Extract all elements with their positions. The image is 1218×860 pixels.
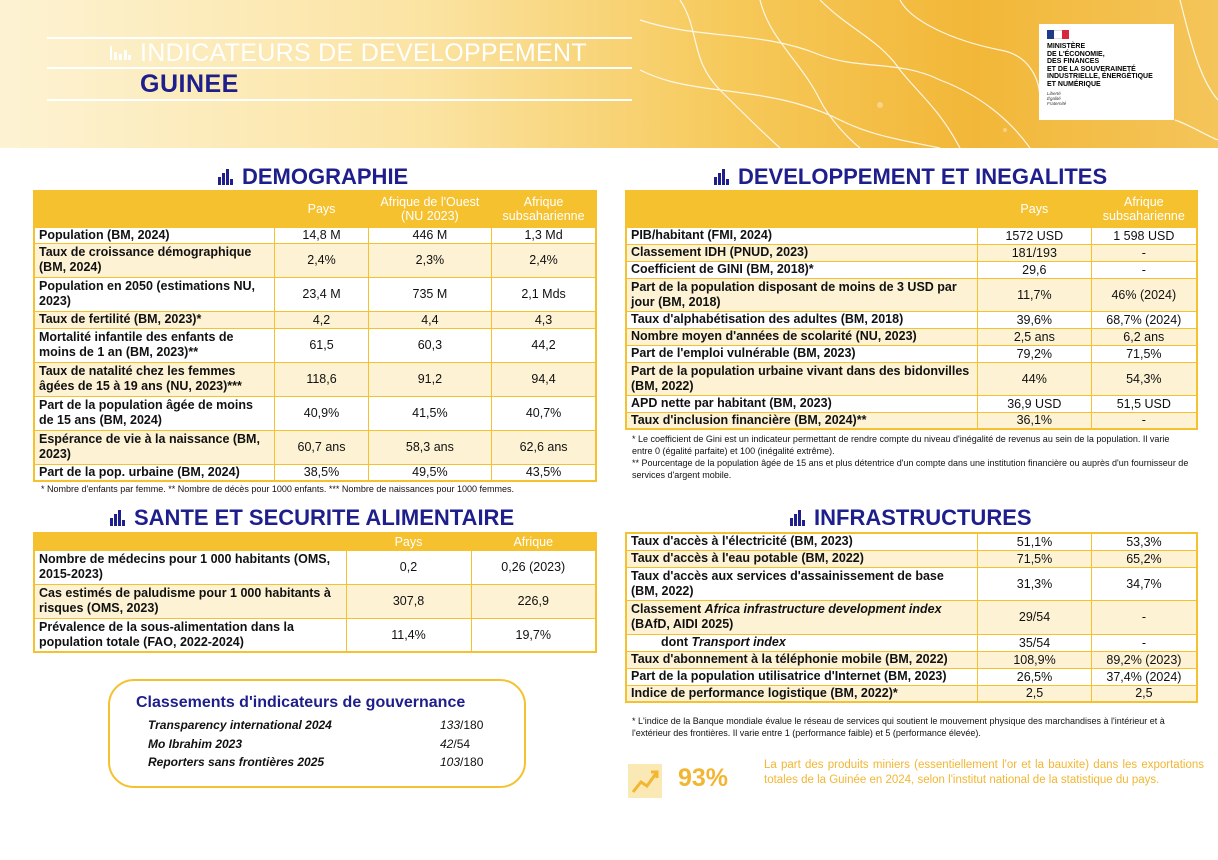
cell-value: 11,7% [978,278,1092,311]
row-label: Espérance de vie à la naissance (BM, 2023) [34,430,275,464]
cell-value: 446 M [368,227,491,243]
cell-value: - [1091,412,1197,429]
cell-value: 23,4 M [275,277,368,311]
table-row [626,261,1197,278]
section-title-infrastructures: INFRASTRUCTURES [790,505,1032,531]
cell-value: 11,4% [346,618,471,652]
cell-value: 41,5% [368,396,491,430]
governance-label: Transparency international 2024 [148,718,332,732]
section-title-sante: SANTE ET SECURITE ALIMENTAIRE [110,505,514,531]
cell-value: 735 M [368,277,491,311]
column-header: Afrique de l'Ouest (NU 2023) [368,191,491,227]
cell-value: 6,2 ans [1091,328,1197,345]
cell-value: 39,6% [978,311,1092,328]
table-row [626,634,1197,651]
row-label: Taux de fertilité (BM, 2023)* [34,311,275,328]
row-label: dont Transport index [626,634,978,651]
table-row [34,396,596,430]
table-row [626,328,1197,345]
table-row [626,244,1197,261]
cell-value: 38,5% [275,464,368,481]
cell-value: 43,5% [492,464,596,481]
ministry-logo [1039,24,1174,120]
row-label: Taux d'accès à l'électricité (BM, 2023) [626,533,978,550]
header-blank-cell [34,533,346,550]
table-row [626,668,1197,685]
table-row [626,600,1197,634]
row-label: Part de la population âgée de moins de 15 ans (BM, 2024) [34,396,275,430]
row-label: Taux d'abonnement à la téléphonie mobile (BM, 2022) [626,651,978,668]
bar-chart-icon [790,510,806,526]
cell-value: 51,5 USD [1091,395,1197,412]
row-label: Classement Africa infrastructure development index (BAfD, AIDI 2025) [626,600,978,634]
cell-value: 2,4% [275,243,368,277]
table-row [34,277,596,311]
row-label: Taux de croissance démographique (BM, 2024) [34,243,275,277]
table-row [34,464,596,481]
column-header: Afrique subsaharienne [492,191,596,227]
infrastructures-table [625,532,1198,703]
cell-value: 1,3 Md [492,227,596,243]
row-label: Part de la pop. urbaine (BM, 2024) [34,464,275,481]
cell-value: 1 598 USD [1091,227,1197,244]
row-label: Coefficient de GINI (BM, 2018)* [626,261,978,278]
table-row [626,362,1197,395]
column-header: Pays [978,191,1092,227]
row-label: Taux d'alphabétisation des adultes (BM, 2018) [626,311,978,328]
bar-chart-icon [110,44,132,60]
country-name: GUINEE [140,70,239,98]
table-row [34,311,596,328]
cell-value: - [1091,634,1197,651]
row-label: Nombre moyen d'années de scolarité (NU, 2023) [626,328,978,345]
table-row [34,243,596,277]
table-row [34,550,596,584]
cell-value: 37,4% (2024) [1091,668,1197,685]
cell-value: 1572 USD [978,227,1092,244]
page-title: INDICATEURS DE DEVELOPPEMENT [140,39,587,67]
row-label: APD nette par habitant (BM, 2023) [626,395,978,412]
cell-value: 31,3% [978,567,1092,600]
cell-value: 91,2 [368,362,491,396]
table-row [626,395,1197,412]
cell-value: 4,3 [492,311,596,328]
column-header: Pays [275,191,368,227]
row-label: Population en 2050 (estimations NU, 2023) [34,277,275,311]
cell-value: 26,5% [978,668,1092,685]
table-row [34,430,596,464]
governance-rank: 42/54 [440,737,471,751]
cell-value: 58,3 ans [368,430,491,464]
column-header: Pays [346,533,471,550]
row-label: Part de la population urbaine vivant dans des bidonvilles (BM, 2022) [626,362,978,395]
table-row [626,311,1197,328]
table-row [34,618,596,652]
cell-value: 62,6 ans [492,430,596,464]
cell-value: 61,5 [275,328,368,362]
cell-value: 40,9% [275,396,368,430]
table-row [34,584,596,618]
header-blank-cell [626,191,978,227]
table-header-row [34,191,596,227]
cell-value: 71,5% [1091,345,1197,362]
cell-value: 51,1% [978,533,1092,550]
governance-title: Classements d'indicateurs de gouvernance [136,694,466,711]
cell-value: 36,9 USD [978,395,1092,412]
demographie-table [33,190,597,482]
cell-value: 307,8 [346,584,471,618]
table-row [626,651,1197,668]
cell-value: 108,9% [978,651,1092,668]
developpement-table [625,190,1198,430]
row-label: Taux de natalité chez les femmes âgées de 15 à 19 ans (NU, 2023)*** [34,362,275,396]
row-label: Indice de performance logistique (BM, 2022)* [626,685,978,702]
header-rule-bottom [47,99,632,101]
sante-table [33,532,597,653]
column-header: Afrique subsaharienne [1091,191,1197,227]
cell-value: 118,6 [275,362,368,396]
table-row [626,567,1197,600]
cell-value: 2,3% [368,243,491,277]
cell-value: 60,7 ans [275,430,368,464]
row-label: Population (BM, 2024) [34,227,275,243]
developpement-footnotes [632,433,1192,481]
cell-value: 44,2 [492,328,596,362]
cell-value: 2,4% [492,243,596,277]
french-flag-icon [1047,30,1069,39]
cell-value: 65,2% [1091,550,1197,567]
cell-value: - [1091,261,1197,278]
table-row [626,533,1197,550]
row-label: Taux d'inclusion financière (BM, 2024)** [626,412,978,429]
trend-up-icon [628,764,662,798]
cell-value: 181/193 [978,244,1092,261]
cell-value: - [1091,600,1197,634]
highlight-value: 93% [678,764,729,792]
ministry-name: MINISTÈRE DE L'ÉCONOMIE, DES FINANCES ET DE LA SOUVERAINETÉ INDUSTRIELLE, ÉNERGÉTIQUE ET NUMÉRIQUE [1047,43,1153,88]
table-row [34,328,596,362]
bar-chart-icon [218,169,234,185]
column-header: Afrique [471,533,596,550]
row-label: Part de la population utilisatrice d'Internet (BM, 2023) [626,668,978,685]
cell-value: 40,7% [492,396,596,430]
row-label: Mortalité infantile des enfants de moins de 1 an (BM, 2023)** [34,328,275,362]
cell-value: 34,7% [1091,567,1197,600]
governance-box [108,679,526,788]
header-banner [0,0,1218,148]
table-header-row [626,191,1197,227]
cell-value: 29,6 [978,261,1092,278]
cell-value: 36,1% [978,412,1092,429]
cell-value: 29/54 [978,600,1092,634]
governance-label: Reporters sans frontières 2025 [148,755,325,769]
row-label: Part de la population disposant de moins de 3 USD par jour (BM, 2018) [626,278,978,311]
table-row [626,278,1197,311]
bar-chart-icon [714,169,730,185]
row-label: Taux d'accès à l'eau potable (BM, 2022) [626,550,978,567]
cell-value: 35/54 [978,634,1092,651]
cell-value: 79,2% [978,345,1092,362]
cell-value: 2,5 ans [978,328,1092,345]
governance-rank: 103/180 [440,755,484,769]
cell-value: 54,3% [1091,362,1197,395]
section-title-developpement: DEVELOPPEMENT ET INEGALITES [714,164,1107,190]
highlight-text: La part des produits miniers (essentiellement l'or et la bauxite) dans les exportations totales de la Guinée en 2024, selon l'institut national de la statistique du pays. [764,759,1204,786]
bar-chart-icon [110,510,126,526]
cell-value: 226,9 [471,584,596,618]
table-row [34,362,596,396]
cell-value: 2,1 Mds [492,277,596,311]
governance-label: Mo Ibrahim 2023 [148,737,243,751]
cell-value: 94,4 [492,362,596,396]
row-label: Part de l'emploi vulnérable (BM, 2023) [626,345,978,362]
cell-value: 60,3 [368,328,491,362]
cell-value: 2,5 [1091,685,1197,702]
cell-value: 2,5 [978,685,1092,702]
cell-value: - [1091,244,1197,261]
republic-motto: Liberté Égalité Fraternité [1047,91,1067,106]
row-label: PIB/habitant (FMI, 2024) [626,227,978,244]
infrastructures-footnote: * L'indice de la Banque mondiale évalue le réseau de services qui soutient le mouvement physique des marchandises à l'intérieur et à l'extérieur des frontières. Il varie entre 1 (performance faible) et 5 (performance élevée). [632,716,1165,738]
row-label: Nombre de médecins pour 1 000 habitants (OMS, 2015-2023) [34,550,346,584]
cell-value: 89,2% (2023) [1091,651,1197,668]
cell-value: 49,5% [368,464,491,481]
table-row [626,412,1197,429]
table-row [626,345,1197,362]
cell-value: 0,26 (2023) [471,550,596,584]
section-title-demographie: DEMOGRAPHIE [218,164,408,190]
cell-value: 4,4 [368,311,491,328]
row-label: Taux d'accès aux services d'assainissement de base (BM, 2022) [626,567,978,600]
table-row [626,550,1197,567]
cell-value: 68,7% (2024) [1091,311,1197,328]
row-label: Classement IDH (PNUD, 2023) [626,244,978,261]
cell-value: 44% [978,362,1092,395]
cell-value: 53,3% [1091,533,1197,550]
cell-value: 19,7% [471,618,596,652]
demographie-footnote: * Nombre d'enfants par femme. ** Nombre de décès pour 1000 enfants. *** Nombre de naissances pour 1000 femmes. [41,484,514,494]
footnote-gini: * Le coefficient de Gini est un indicateur permettant de rendre compte du niveau d'inégalité de revenus au sein de la population. Il varie entre 0 (égalité parfaite) et 100 (inégalité extrême). [632,434,1170,456]
header-blank-cell [34,191,275,227]
table-row [626,685,1197,702]
cell-value: 71,5% [978,550,1092,567]
governance-rank: 133/180 [440,718,484,732]
footnote-inclusion: ** Pourcentage de la population âgée de 15 ans et plus détentrice d'un compte dans une institution financière ou auprès d'un fournisseur de services d'argent mobile. [632,458,1189,480]
table-row [626,227,1197,244]
cell-value: 4,2 [275,311,368,328]
cell-value: 14,8 M [275,227,368,243]
row-label: Prévalence de la sous-alimentation dans la population totale (FAO, 2022-2024) [34,618,346,652]
cell-value: 0,2 [346,550,471,584]
cell-value: 46% (2024) [1091,278,1197,311]
table-row [34,227,596,243]
row-label: Cas estimés de paludisme pour 1 000 habitants à risques (OMS, 2023) [34,584,346,618]
table-header-row [34,533,596,550]
